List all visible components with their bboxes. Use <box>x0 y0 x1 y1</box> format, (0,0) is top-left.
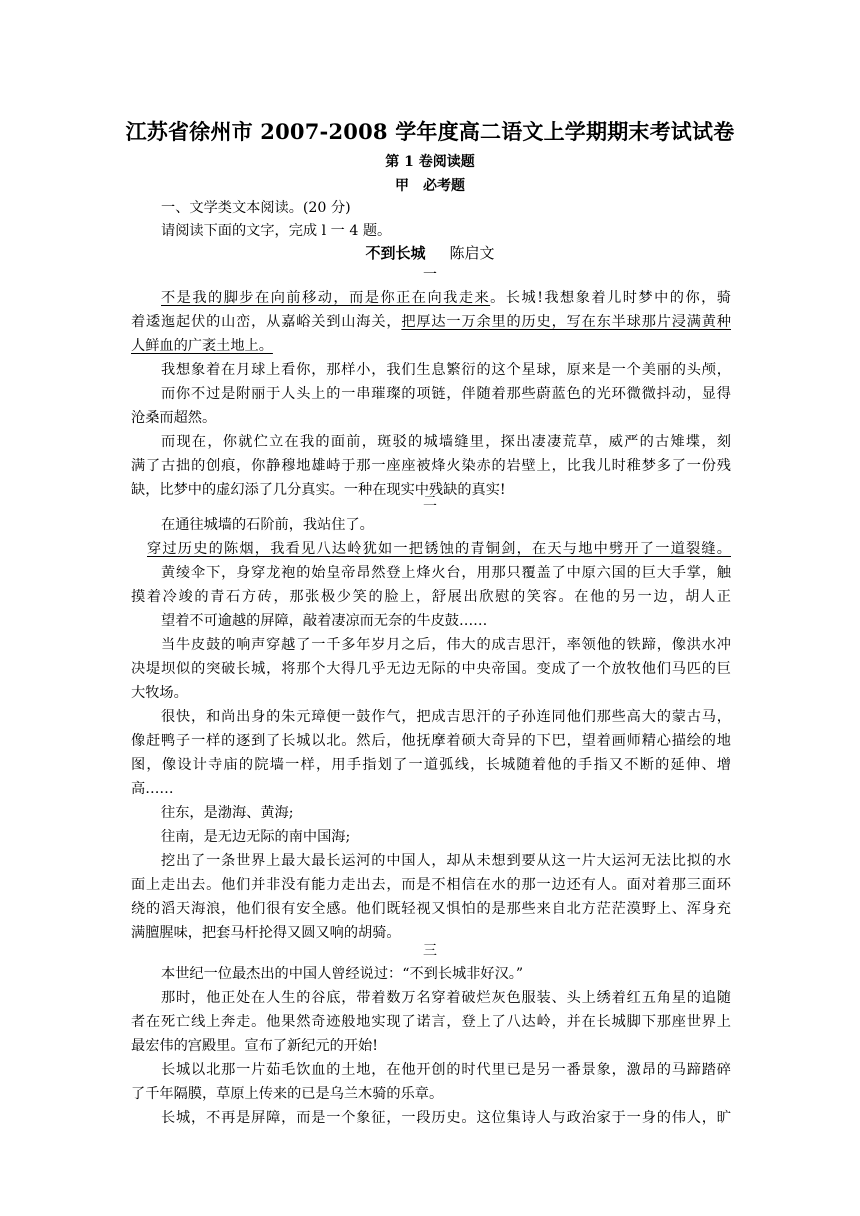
text-line: 挖出了一条世界上最大最长运河的中国人，却从未想到要从这一片大运河无法比拟的水 <box>161 853 731 869</box>
text-line: 本世纪一位最杰出的中国人曾经说过：“不到长城非好汉。” <box>161 966 524 982</box>
text-line: 决堤坝似的突破长城，将那个大得几乎无边无际的中央帝国。变成了一个放牧他们马匹的巨 <box>131 661 731 677</box>
text-line: 了千年隔膜，草原上传来的已是乌兰木骑的乐章。 <box>131 1086 444 1102</box>
text-line: 那时，他正处在人生的谷底，带着数万名穿着破烂灰色服装、头上绣着红五角星的追随 <box>161 990 731 1006</box>
text-line: 长城，不再是屏障，而是一个象征，一段历史。这位集诗人与政治家于一身的伟人，旷 <box>161 1110 731 1126</box>
text-line: 沧桑而超然。 <box>131 410 217 426</box>
text-line: 而现在，你就伫立在我的面前，斑驳的城墙缝里，探出凄凄荒草，威严的古雉堞，刻 <box>161 434 731 450</box>
story-author: 陈启文 <box>449 244 495 262</box>
underlined-sentence: 不是我的脚步在向前移动，而是你正在向我走来 <box>161 290 491 306</box>
text-line: 缺，比梦中的虚幻添了几分真实。一种在现实中残缺的真实! <box>131 482 506 498</box>
text-line: 往东，是渤海、黄海; <box>161 805 294 821</box>
instruction-text: 请阅读下面的文字，完成 l 一 4 题。 <box>161 223 392 239</box>
text-line: 长城以北那一片茹毛饮血的土地，在他开创的时代里已是另一番景象，激昂的马蹄踏碎 <box>161 1062 731 1078</box>
text-line: 摸着冷竣的青石方砖，那张极少笑的脸上，舒展出欣慰的笑容。在他的另一边，胡人正 <box>131 589 731 605</box>
text-line: 图，像设计寺庙的院墙一样，用手指划了一道弧线，长城随着他的手指又不断的延伸、增 <box>131 757 731 773</box>
text-line: 在通往城墙的石阶前，我站住了。 <box>161 517 374 533</box>
section-number-1: 一 <box>423 267 437 283</box>
section-heading: 一、文学类文本阅读。(20 分) <box>161 200 351 216</box>
underlined-sentence: 把厚达一万余里的历史，写在东半球那片浸满黄种 <box>401 314 731 330</box>
document-title: 江苏省徐州市 2007-2008 学年度高二语文上学期期末考试试卷 <box>125 119 735 144</box>
text-line: 者在死亡线上奔走。他果然奇迹般地实现了诺言，登上了八达岭，并在长城脚下那座世界上 <box>131 1014 731 1030</box>
text-line: 很快，和尚出身的朱元璋便一鼓作气，把成吉思汗的子孙连同他们那些高大的蒙古马， <box>161 709 731 725</box>
text-line: 往南，是无边无际的南中国海; <box>161 829 351 845</box>
story-heading <box>0 242 860 263</box>
text-line: 而你不过是附丽于人头上的一串璀璨的项链，伴随着那些蔚蓝色的光环微微抖动，显得 <box>161 386 731 402</box>
part-heading: 甲 必考题 <box>395 178 465 194</box>
text-line: 最宏伟的宫殿里。宣布了新纪元的开始! <box>131 1038 378 1054</box>
text-line <box>131 334 731 358</box>
underlined-sentence: 人鲜血的广袤土地上。 <box>131 338 273 354</box>
text-line: 高…… <box>131 781 174 797</box>
text-line: 绕的滔天海浪，他们很有安全感。他们既轻视又惧怕的是那些来自北方茫茫漠野上、浑身充 <box>131 901 731 917</box>
section-number-3: 三 <box>423 943 437 959</box>
text-line: 黄绫伞下，身穿龙袍的始皇帝昂然登上烽火台，用那只覆盖了中原六国的巨大手掌，触 <box>161 565 731 581</box>
text-line: 面上走出去。他们并非没有能力走出去，而是不相信在水的那一边还有人。面对着那三面环 <box>131 877 731 893</box>
text-line: 望着不可逾越的屏障，敲着凄凉而无奈的牛皮鼓…… <box>161 613 488 629</box>
text-line: 像赶鸭子一样的逐到了长城以北。然后，他抚摩着硕大奇异的下巴，望着画师精心描绘的地 <box>131 733 731 749</box>
text-line <box>131 537 731 561</box>
text-line: 满膻腥味，把套马杆抡得又圆又响的胡骑。 <box>131 925 401 941</box>
text-line: 我想象着在月球上看你，那样小，我们生息繁衍的这个星球，原来是一个美丽的头颅， <box>161 362 731 378</box>
story-title: 不到长城 <box>365 244 426 262</box>
text-line: 满了古拙的创痕，你静穆地雄峙于那一座座被烽火染赤的岩壁上，比我儿时稚梦多了一份残 <box>131 458 731 474</box>
text-line: 不是我的脚步在向前移动，而是你正在向我走来。长城!我想象着儿时梦中的你，骑 <box>161 290 731 306</box>
text-line: 着逶迤起伏的山峦，从嘉峪关到山海关，把厚达一万余里的历史，写在东半球那片浸满黄种 <box>131 314 731 330</box>
section-number-2: 二 <box>423 494 437 510</box>
text-line: 大牧场。 <box>131 685 188 701</box>
text-line: 当牛皮鼓的响声穿越了一千多年岁月之后，伟大的成吉思汗，率领他的铁蹄，像洪水冲 <box>161 637 731 653</box>
underlined-sentence: 穿过历史的陈烟，我看见八达岭犹如一把锈蚀的青铜剑，在天与地中劈开了一道裂缝。 <box>147 541 731 557</box>
volume-heading: 第 1 卷阅读题 <box>385 154 475 170</box>
